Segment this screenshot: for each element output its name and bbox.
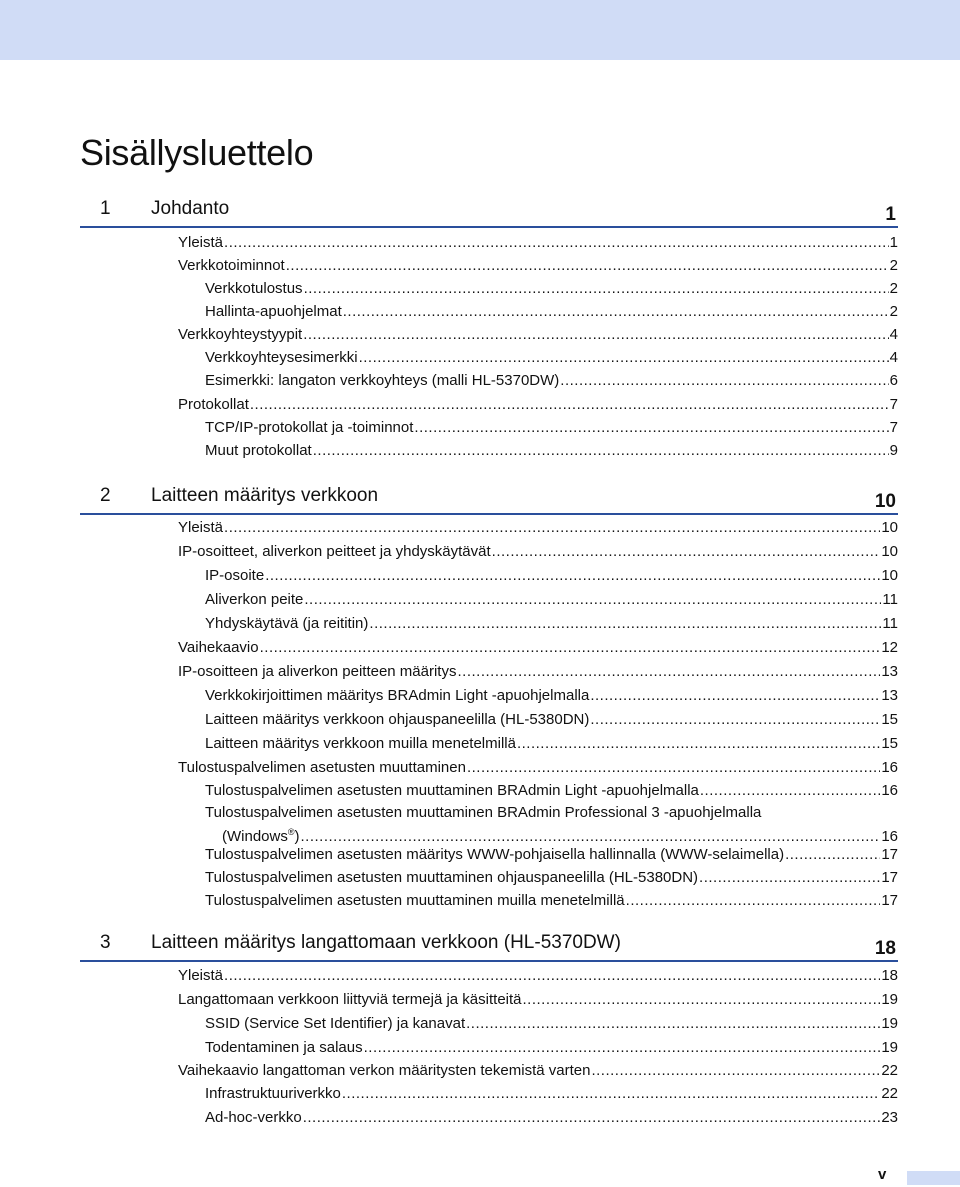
toc-entry[interactable]: TCP/IP-protokollat ja -toiminnot ..... 7 (205, 418, 898, 438)
toc-entry[interactable]: Laitteen määritys verkkoon ohjauspaneelilla (HL-5380DN) ..... 15 (205, 710, 898, 730)
toc-entry[interactable]: Muut protokollat ..... 9 (205, 441, 898, 461)
toc-entry[interactable]: Verkkoyhteysesimerkki ..... 4 (205, 348, 898, 368)
chapter-title: Johdanto (151, 198, 230, 219)
toc-entry[interactable]: IP-osoitteen ja aliverkon peitteen määritys ..... 13 (178, 662, 898, 682)
toc-entry[interactable]: Langattomaan verkkoon liittyviä termejä ja käsitteitä ..... 19 (178, 990, 898, 1010)
chapter-number: 1 (100, 198, 111, 219)
chapter-heading-1[interactable] (80, 198, 898, 228)
toc-entry[interactable]: Esimerkki: langaton verkkoyhteys (malli HL-5370DW) ..... 6 (205, 371, 898, 391)
toc-entry[interactable]: Yleistä ..... 10 (178, 518, 898, 538)
chapter-page: 18 (874, 938, 896, 959)
chapter-heading-2[interactable] (80, 485, 898, 515)
chapter-page: 10 (874, 491, 896, 512)
toc-entry[interactable]: Hallinta-apuohjelmat ..... 2 (205, 302, 898, 322)
toc-entry-line1[interactable]: Tulostuspalvelimen asetusten muuttaminen BRAdmin Professional 3 -apuohjelmalla (205, 804, 762, 821)
toc-entry[interactable]: Tulostuspalvelimen asetusten muuttaminen BRAdmin Light -apuohjelmalla ..... 16 (205, 781, 898, 801)
toc-entry[interactable]: Infrastruktuuriverkko ..... 22 (205, 1084, 898, 1104)
toc-entry[interactable]: IP-osoitteet, aliverkon peitteet ja yhdyskäytävät ..... 10 (178, 542, 898, 562)
toc-entry[interactable]: Tulostuspalvelimen asetusten muuttaminen muilla menetelmillä ..... 17 (205, 891, 898, 911)
chapter-page: 1 (885, 204, 896, 225)
toc-entry[interactable]: Yleistä ..... 1 (178, 233, 898, 253)
toc-entry[interactable]: Yleistä ..... 18 (178, 966, 898, 986)
chapter-title: Laitteen määritys verkkoon (151, 485, 379, 506)
page-number: v (878, 1166, 887, 1183)
header-band (0, 0, 960, 60)
toc-entry[interactable]: Yhdyskäytävä (ja reititin) ..... 11 (205, 614, 898, 634)
chapter-number: 2 (100, 485, 111, 506)
toc-entry[interactable]: Tulostuspalvelimen asetusten määritys WWW-pohjaisella hallinnalla (WWW-selaimella) ..... 17 (205, 845, 898, 865)
toc-entry[interactable]: Verkkotulostus ..... 2 (205, 279, 898, 299)
toc-entry[interactable]: Verkkotoiminnot ..... 2 (178, 256, 898, 276)
toc-entry[interactable]: Vaihekaavio ..... 12 (178, 638, 898, 658)
toc-entry[interactable]: Todentaminen ja salaus ..... 19 (205, 1038, 898, 1058)
toc-entry[interactable]: Tulostuspalvelimen asetusten muuttaminen ohjauspaneelilla (HL-5380DN) ..... 17 (205, 868, 898, 888)
toc-entry[interactable]: Laitteen määritys verkkoon muilla menetelmillä ..... 15 (205, 734, 898, 754)
chapter-title: Laitteen määritys langattomaan verkkoon (HL-5370DW) (151, 932, 621, 953)
chapter-heading-3[interactable] (80, 932, 898, 962)
toc-entry[interactable]: Verkkokirjoittimen määritys BRAdmin Light -apuohjelmalla ..... 13 (205, 686, 898, 706)
toc-entry[interactable]: SSID (Service Set Identifier) ja kanavat ..... 19 (205, 1014, 898, 1034)
toc-entry[interactable]: Vaihekaavio langattoman verkon määritysten tekemistä varten ..... 22 (178, 1061, 898, 1081)
toc-entry[interactable]: Protokollat ..... 7 (178, 395, 898, 415)
chapter-number: 3 (100, 932, 111, 953)
toc-entry[interactable]: (Windows®) ..... 16 (222, 822, 898, 842)
toc-entry[interactable]: Aliverkon peite ..... 11 (205, 590, 898, 610)
toc-entry[interactable]: IP-osoite ..... 10 (205, 566, 898, 586)
toc-entry[interactable]: Verkkoyhteystyypit ..... 4 (178, 325, 898, 345)
footer-band (907, 1171, 960, 1185)
page-title: Sisällysluettelo (80, 132, 314, 173)
toc-entry[interactable]: Tulostuspalvelimen asetusten muuttaminen ..... 16 (178, 758, 898, 778)
toc-entry[interactable]: Ad-hoc-verkko ..... 23 (205, 1108, 898, 1128)
